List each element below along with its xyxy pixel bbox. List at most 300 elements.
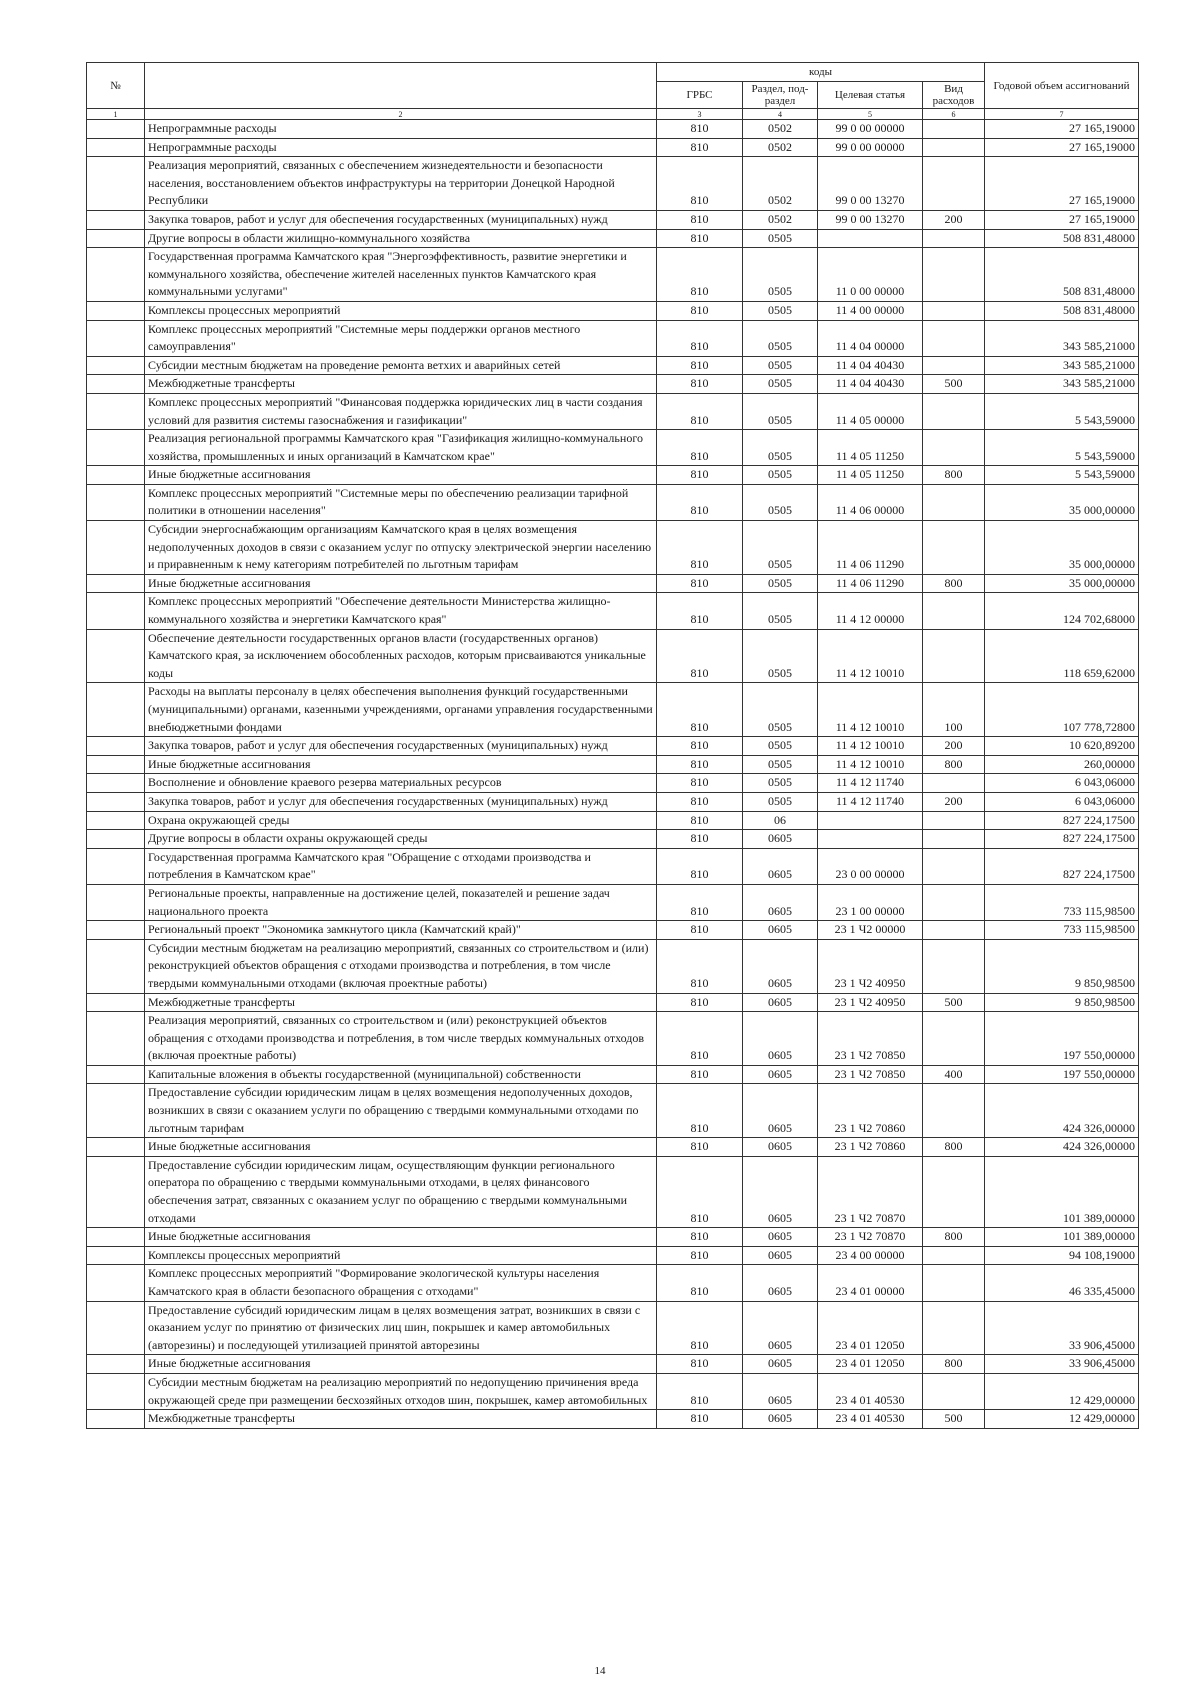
cell-type: 500 — [923, 375, 985, 394]
cell-amount: 343 585,21000 — [985, 356, 1139, 375]
table-row — [87, 939, 1139, 993]
cell-type — [923, 301, 985, 320]
page-number: 14 — [594, 1665, 606, 1677]
cell-type: 200 — [923, 737, 985, 756]
cell-target: 23 4 00 00000 — [818, 1246, 923, 1265]
cell-type — [923, 229, 985, 248]
cell-amount: 6 043,06000 — [985, 774, 1139, 793]
cell-grbs: 810 — [657, 1084, 743, 1138]
cell-type — [923, 884, 985, 920]
cell-amount: 27 165,19000 — [985, 138, 1139, 157]
table-row — [87, 574, 1139, 593]
cell-type — [923, 629, 985, 683]
cell-amount: 10 620,89200 — [985, 737, 1139, 756]
cell-section: 0505 — [743, 574, 818, 593]
cell-target — [818, 830, 923, 849]
cell-name: Расходы на выплаты персоналу в целях обеспечения выполнения функций государственными (муниципальными) органами, казенными учреждениями, органами управления государственными внебюджетными фондами — [145, 683, 657, 737]
cell-section: 0505 — [743, 593, 818, 629]
cell-grbs: 810 — [657, 593, 743, 629]
cell-grbs: 810 — [657, 792, 743, 811]
cell-no — [87, 1228, 145, 1247]
cell-type — [923, 1156, 985, 1227]
cell-name: Межбюджетные трансферты — [145, 993, 657, 1012]
cell-section: 0505 — [743, 737, 818, 756]
cell-type — [923, 1246, 985, 1265]
cell-no — [87, 884, 145, 920]
cell-type — [923, 356, 985, 375]
cell-type: 800 — [923, 574, 985, 593]
cell-amount: 35 000,00000 — [985, 574, 1139, 593]
header-name — [145, 63, 657, 109]
cell-no — [87, 1084, 145, 1138]
cell-section: 06 — [743, 811, 818, 830]
cell-amount: 508 831,48000 — [985, 301, 1139, 320]
cell-grbs: 810 — [657, 138, 743, 157]
cell-target: 11 4 05 00000 — [818, 393, 923, 429]
cell-name: Иные бюджетные ассигнования — [145, 755, 657, 774]
cell-target: 11 4 05 11250 — [818, 430, 923, 466]
cell-amount: 6 043,06000 — [985, 792, 1139, 811]
cell-name: Комплекс процессных мероприятий "Финансовая поддержка юридических лиц в части создания условий для развития системы газоснабжения и газификации" — [145, 393, 657, 429]
cell-name: Восполнение и обновление краевого резерва материальных ресурсов — [145, 774, 657, 793]
cell-target: 11 4 06 00000 — [818, 484, 923, 520]
cell-grbs: 810 — [657, 1156, 743, 1227]
cell-amount: 5 543,59000 — [985, 393, 1139, 429]
cell-no — [87, 138, 145, 157]
cell-name: Предоставление субсидий юридическим лицам в целях возмещения затрат, возникших в связи с оказанием услуг по принятию от физических лиц шин, покрышек и камер автомобильных (авторезины) и последующей утилизацией принятой авторезины — [145, 1301, 657, 1355]
cell-name: Региональный проект "Экономика замкнутого цикла (Камчатский край)" — [145, 921, 657, 940]
table-row — [87, 1301, 1139, 1355]
cell-grbs: 810 — [657, 629, 743, 683]
cell-type — [923, 484, 985, 520]
cell-grbs: 810 — [657, 1246, 743, 1265]
cell-type — [923, 1301, 985, 1355]
cell-type: 500 — [923, 1410, 985, 1429]
cell-grbs: 810 — [657, 1373, 743, 1409]
cell-no — [87, 1246, 145, 1265]
table-row — [87, 629, 1139, 683]
header-row-top — [87, 63, 1139, 82]
table-row — [87, 393, 1139, 429]
cell-grbs: 810 — [657, 1012, 743, 1066]
cell-target: 99 0 00 13270 — [818, 210, 923, 229]
cell-no — [87, 830, 145, 849]
cell-grbs: 810 — [657, 993, 743, 1012]
cell-amount: 33 906,45000 — [985, 1301, 1139, 1355]
cell-section: 0605 — [743, 1355, 818, 1374]
cell-section: 0605 — [743, 848, 818, 884]
cell-no — [87, 1355, 145, 1374]
cell-type — [923, 774, 985, 793]
table-row — [87, 830, 1139, 849]
cell-amount: 827 224,17500 — [985, 830, 1139, 849]
cell-no — [87, 120, 145, 139]
cell-section: 0502 — [743, 120, 818, 139]
table-row — [87, 157, 1139, 211]
cell-amount: 5 543,59000 — [985, 430, 1139, 466]
cell-section: 0605 — [743, 1065, 818, 1084]
cell-amount: 424 326,00000 — [985, 1138, 1139, 1157]
table-body — [87, 120, 1139, 1429]
cell-grbs: 810 — [657, 830, 743, 849]
cell-section: 0505 — [743, 375, 818, 394]
cell-section: 0605 — [743, 993, 818, 1012]
cell-grbs: 810 — [657, 157, 743, 211]
cell-name: Межбюджетные трансферты — [145, 375, 657, 394]
cell-amount: 424 326,00000 — [985, 1084, 1139, 1138]
cell-no — [87, 210, 145, 229]
cell-grbs: 810 — [657, 1355, 743, 1374]
cell-no — [87, 466, 145, 485]
cell-amount: 94 108,19000 — [985, 1246, 1139, 1265]
cell-grbs: 810 — [657, 683, 743, 737]
cell-type — [923, 120, 985, 139]
cell-amount: 9 850,98500 — [985, 993, 1139, 1012]
cell-grbs: 810 — [657, 430, 743, 466]
cell-no — [87, 755, 145, 774]
table-row — [87, 683, 1139, 737]
cell-target: 23 0 00 00000 — [818, 848, 923, 884]
cell-section: 0505 — [743, 484, 818, 520]
cell-name: Субсидии местным бюджетам на реализацию мероприятий, связанных со строительством и (или) реконструкцией объектов обращения с отходами производства и потребления, в том числе твердыми коммунальными отходами (включая проектные работы) — [145, 939, 657, 993]
cell-section: 0505 — [743, 393, 818, 429]
cell-section: 0605 — [743, 1301, 818, 1355]
table-row — [87, 1265, 1139, 1301]
cell-target: 23 1 Ч2 70870 — [818, 1228, 923, 1247]
table-row — [87, 884, 1139, 920]
cell-target — [818, 811, 923, 830]
cell-no — [87, 1265, 145, 1301]
table-row — [87, 921, 1139, 940]
cell-no — [87, 921, 145, 940]
cell-grbs: 810 — [657, 884, 743, 920]
cell-amount: 27 165,19000 — [985, 120, 1139, 139]
cell-grbs: 810 — [657, 466, 743, 485]
cell-name: Другие вопросы в области жилищно-коммунального хозяйства — [145, 229, 657, 248]
cell-grbs: 810 — [657, 737, 743, 756]
table-row — [87, 848, 1139, 884]
cell-section: 0605 — [743, 939, 818, 993]
cell-target: 11 4 06 11290 — [818, 574, 923, 593]
cell-name: Субсидии энергоснабжающим организациям Камчатского края в целях возмещения недополученных доходов в связи с оказанием услуг по отпуску электрической энергии населению и приравненным к нему категориям потребителей по льготным тарифам — [145, 521, 657, 575]
table-row — [87, 1084, 1139, 1138]
cell-amount: 343 585,21000 — [985, 320, 1139, 356]
cell-name: Предоставление субсидии юридическим лицам, осуществляющим функции регионального оператора по обращению с твердыми коммунальными отходами, в целях финансового обеспечения затрат, связанных с оказанием услуг по обращению с твердыми коммунальными отходами — [145, 1156, 657, 1227]
table-row — [87, 1355, 1139, 1374]
cell-name: Охрана окружающей среды — [145, 811, 657, 830]
cell-type — [923, 593, 985, 629]
cell-type — [923, 1012, 985, 1066]
cell-grbs: 810 — [657, 120, 743, 139]
cell-name: Закупка товаров, работ и услуг для обеспечения государственных (муниципальных) нужд — [145, 737, 657, 756]
cell-name: Комплекс процессных мероприятий "Системные меры по обеспечению реализации тарифной политики в отношении населения" — [145, 484, 657, 520]
cell-grbs: 810 — [657, 1065, 743, 1084]
cell-no — [87, 248, 145, 302]
cell-target: 23 1 Ч2 40950 — [818, 993, 923, 1012]
cell-name: Иные бюджетные ассигнования — [145, 1228, 657, 1247]
cell-section: 0605 — [743, 1012, 818, 1066]
cell-grbs: 810 — [657, 356, 743, 375]
cell-section: 0505 — [743, 430, 818, 466]
cell-target: 11 4 04 40430 — [818, 356, 923, 375]
cell-name: Иные бюджетные ассигнования — [145, 574, 657, 593]
cell-amount: 508 831,48000 — [985, 229, 1139, 248]
cell-type: 400 — [923, 1065, 985, 1084]
cell-no — [87, 301, 145, 320]
cell-no — [87, 1065, 145, 1084]
table-row — [87, 1410, 1139, 1429]
cell-amount: 107 778,72800 — [985, 683, 1139, 737]
cell-type — [923, 1265, 985, 1301]
cell-name: Обеспечение деятельности государственных органов власти (государственных органов) Камчатского края, за исключением обособленных расходов, которым присваиваются уникальные коды — [145, 629, 657, 683]
cell-type — [923, 921, 985, 940]
cell-no — [87, 848, 145, 884]
cell-section: 0605 — [743, 921, 818, 940]
cell-name: Непрограммные расходы — [145, 138, 657, 157]
table-row — [87, 811, 1139, 830]
cell-target: 23 4 01 00000 — [818, 1265, 923, 1301]
cell-amount: 827 224,17500 — [985, 811, 1139, 830]
cell-amount: 5 543,59000 — [985, 466, 1139, 485]
cell-section: 0505 — [743, 792, 818, 811]
table-row — [87, 320, 1139, 356]
cell-section: 0502 — [743, 210, 818, 229]
cell-name: Иные бюджетные ассигнования — [145, 1138, 657, 1157]
header-num-3: 3 — [657, 109, 743, 120]
cell-target: 11 4 12 11740 — [818, 792, 923, 811]
cell-target: 11 4 04 40430 — [818, 375, 923, 394]
cell-name: Иные бюджетные ассигнования — [145, 466, 657, 485]
cell-target: 23 4 01 12050 — [818, 1355, 923, 1374]
header-row-numbers — [87, 109, 1139, 120]
cell-no — [87, 574, 145, 593]
cell-section: 0505 — [743, 301, 818, 320]
cell-type: 100 — [923, 683, 985, 737]
header-num-2: 2 — [145, 109, 657, 120]
cell-no — [87, 737, 145, 756]
header-num-5: 5 — [818, 109, 923, 120]
cell-target: 11 4 12 10010 — [818, 683, 923, 737]
header-codes: коды — [657, 63, 985, 82]
cell-amount: 46 335,45000 — [985, 1265, 1139, 1301]
cell-amount: 12 429,00000 — [985, 1373, 1139, 1409]
cell-section: 0505 — [743, 774, 818, 793]
cell-section: 0502 — [743, 157, 818, 211]
table-row — [87, 375, 1139, 394]
cell-no — [87, 993, 145, 1012]
cell-amount: 35 000,00000 — [985, 521, 1139, 575]
cell-grbs: 810 — [657, 1410, 743, 1429]
cell-no — [87, 157, 145, 211]
cell-no — [87, 393, 145, 429]
cell-no — [87, 792, 145, 811]
cell-section: 0505 — [743, 755, 818, 774]
cell-no — [87, 811, 145, 830]
cell-name: Иные бюджетные ассигнования — [145, 1355, 657, 1374]
cell-amount: 343 585,21000 — [985, 375, 1139, 394]
cell-type — [923, 1084, 985, 1138]
cell-grbs: 810 — [657, 484, 743, 520]
cell-grbs: 810 — [657, 921, 743, 940]
cell-no — [87, 484, 145, 520]
cell-target: 99 0 00 00000 — [818, 120, 923, 139]
cell-type — [923, 138, 985, 157]
cell-no — [87, 1301, 145, 1355]
table-row — [87, 1228, 1139, 1247]
cell-grbs: 810 — [657, 1138, 743, 1157]
cell-amount: 27 165,19000 — [985, 157, 1139, 211]
cell-amount: 101 389,00000 — [985, 1228, 1139, 1247]
cell-amount: 33 906,45000 — [985, 1355, 1139, 1374]
cell-no — [87, 593, 145, 629]
cell-target: 11 4 00 00000 — [818, 301, 923, 320]
cell-name: Реализация мероприятий, связанных со строительством и (или) реконструкцией объектов обращения с отходами производства и потребления, в том числе твердых коммунальных отходов (включая проектные работы) — [145, 1012, 657, 1066]
cell-target: 23 1 Ч2 40950 — [818, 939, 923, 993]
cell-no — [87, 939, 145, 993]
cell-amount: 12 429,00000 — [985, 1410, 1139, 1429]
cell-grbs: 810 — [657, 811, 743, 830]
table-row — [87, 484, 1139, 520]
cell-amount: 733 115,98500 — [985, 921, 1139, 940]
cell-section: 0605 — [743, 1156, 818, 1227]
cell-amount: 508 831,48000 — [985, 248, 1139, 302]
cell-type: 800 — [923, 1355, 985, 1374]
cell-target: 11 4 12 11740 — [818, 774, 923, 793]
cell-type — [923, 848, 985, 884]
table-row — [87, 120, 1139, 139]
cell-target — [818, 229, 923, 248]
cell-type: 200 — [923, 792, 985, 811]
cell-section: 0505 — [743, 629, 818, 683]
cell-grbs: 810 — [657, 229, 743, 248]
cell-type: 800 — [923, 1138, 985, 1157]
cell-amount: 827 224,17500 — [985, 848, 1139, 884]
cell-amount: 124 702,68000 — [985, 593, 1139, 629]
cell-no — [87, 774, 145, 793]
cell-no — [87, 375, 145, 394]
cell-type — [923, 393, 985, 429]
cell-type — [923, 430, 985, 466]
cell-type — [923, 248, 985, 302]
cell-target: 11 4 04 00000 — [818, 320, 923, 356]
cell-section: 0605 — [743, 1084, 818, 1138]
cell-grbs: 810 — [657, 848, 743, 884]
table-row — [87, 1156, 1139, 1227]
table-row — [87, 138, 1139, 157]
cell-amount: 35 000,00000 — [985, 484, 1139, 520]
cell-type — [923, 830, 985, 849]
cell-grbs: 810 — [657, 375, 743, 394]
cell-name: Предоставление субсидии юридическим лицам в целях возмещения недополученных доходов, возникших в связи с оказанием услуги по обращению с твердыми коммунальными отходами по льготным тарифам — [145, 1084, 657, 1138]
cell-grbs: 810 — [657, 248, 743, 302]
header-target: Целевая статья — [818, 82, 923, 109]
cell-type — [923, 320, 985, 356]
cell-target: 11 0 00 00000 — [818, 248, 923, 302]
cell-type — [923, 521, 985, 575]
table-row — [87, 1138, 1139, 1157]
cell-type — [923, 157, 985, 211]
header-num-7: 7 — [985, 109, 1139, 120]
cell-type — [923, 811, 985, 830]
header-type: Вид расходов — [923, 82, 985, 109]
cell-target: 23 1 Ч2 00000 — [818, 921, 923, 940]
cell-amount: 197 550,00000 — [985, 1012, 1139, 1066]
cell-target: 23 1 Ч2 70850 — [818, 1012, 923, 1066]
cell-section: 0605 — [743, 884, 818, 920]
cell-no — [87, 683, 145, 737]
header-annual: Годовой объем ассигнований — [985, 63, 1139, 109]
cell-amount: 197 550,00000 — [985, 1065, 1139, 1084]
cell-name: Другие вопросы в области охраны окружающей среды — [145, 830, 657, 849]
cell-name: Региональные проекты, направленные на достижение целей, показателей и решение задач национального проекта — [145, 884, 657, 920]
cell-section: 0605 — [743, 1246, 818, 1265]
cell-no — [87, 1410, 145, 1429]
cell-section: 0605 — [743, 1138, 818, 1157]
table-row — [87, 1373, 1139, 1409]
cell-grbs: 810 — [657, 1228, 743, 1247]
cell-name: Комплекс процессных мероприятий "Системные меры поддержки органов местного самоуправления" — [145, 320, 657, 356]
cell-no — [87, 229, 145, 248]
budget-table — [86, 62, 1139, 1429]
table-row — [87, 755, 1139, 774]
cell-no — [87, 521, 145, 575]
cell-grbs: 810 — [657, 301, 743, 320]
header-no: № — [87, 63, 145, 109]
cell-no — [87, 320, 145, 356]
cell-target: 99 0 00 13270 — [818, 157, 923, 211]
table-row — [87, 356, 1139, 375]
cell-name: Капитальные вложения в объекты государственной (муниципальной) собственности — [145, 1065, 657, 1084]
cell-name: Реализация мероприятий, связанных с обеспечением жизнедеятельности и безопасности населения, восстановлением объектов инфраструктуры на территории Донецкой Народной Республики — [145, 157, 657, 211]
cell-type: 200 — [923, 210, 985, 229]
cell-name: Комплексы процессных мероприятий — [145, 1246, 657, 1265]
cell-amount: 118 659,62000 — [985, 629, 1139, 683]
cell-type — [923, 939, 985, 993]
cell-type: 500 — [923, 993, 985, 1012]
cell-section: 0605 — [743, 830, 818, 849]
cell-section: 0505 — [743, 466, 818, 485]
cell-section: 0505 — [743, 683, 818, 737]
cell-target: 23 1 Ч2 70860 — [818, 1084, 923, 1138]
table-row — [87, 792, 1139, 811]
cell-name: Комплексы процессных мероприятий — [145, 301, 657, 320]
cell-target: 23 1 Ч2 70850 — [818, 1065, 923, 1084]
cell-no — [87, 356, 145, 375]
table-row — [87, 301, 1139, 320]
cell-grbs: 810 — [657, 521, 743, 575]
header-num-6: 6 — [923, 109, 985, 120]
header-num-4: 4 — [743, 109, 818, 120]
cell-target: 11 4 12 10010 — [818, 755, 923, 774]
table-row — [87, 248, 1139, 302]
cell-target: 23 4 01 40530 — [818, 1373, 923, 1409]
cell-grbs: 810 — [657, 755, 743, 774]
cell-target: 23 4 01 40530 — [818, 1410, 923, 1429]
table-row — [87, 774, 1139, 793]
cell-grbs: 810 — [657, 774, 743, 793]
cell-section: 0605 — [743, 1265, 818, 1301]
cell-grbs: 810 — [657, 393, 743, 429]
cell-type: 800 — [923, 755, 985, 774]
cell-name: Субсидии местным бюджетам на проведение ремонта ветхих и аварийных сетей — [145, 356, 657, 375]
table-row — [87, 1246, 1139, 1265]
table-row — [87, 521, 1139, 575]
cell-section: 0505 — [743, 229, 818, 248]
cell-name: Субсидии местным бюджетам на реализацию мероприятий по недопущению причинения вреда окружающей среде при размещении бесхозяйных отходов шин, покрышек, камер автомобильных — [145, 1373, 657, 1409]
cell-name: Закупка товаров, работ и услуг для обеспечения государственных (муниципальных) нужд — [145, 210, 657, 229]
table-row — [87, 229, 1139, 248]
cell-grbs: 810 — [657, 1301, 743, 1355]
